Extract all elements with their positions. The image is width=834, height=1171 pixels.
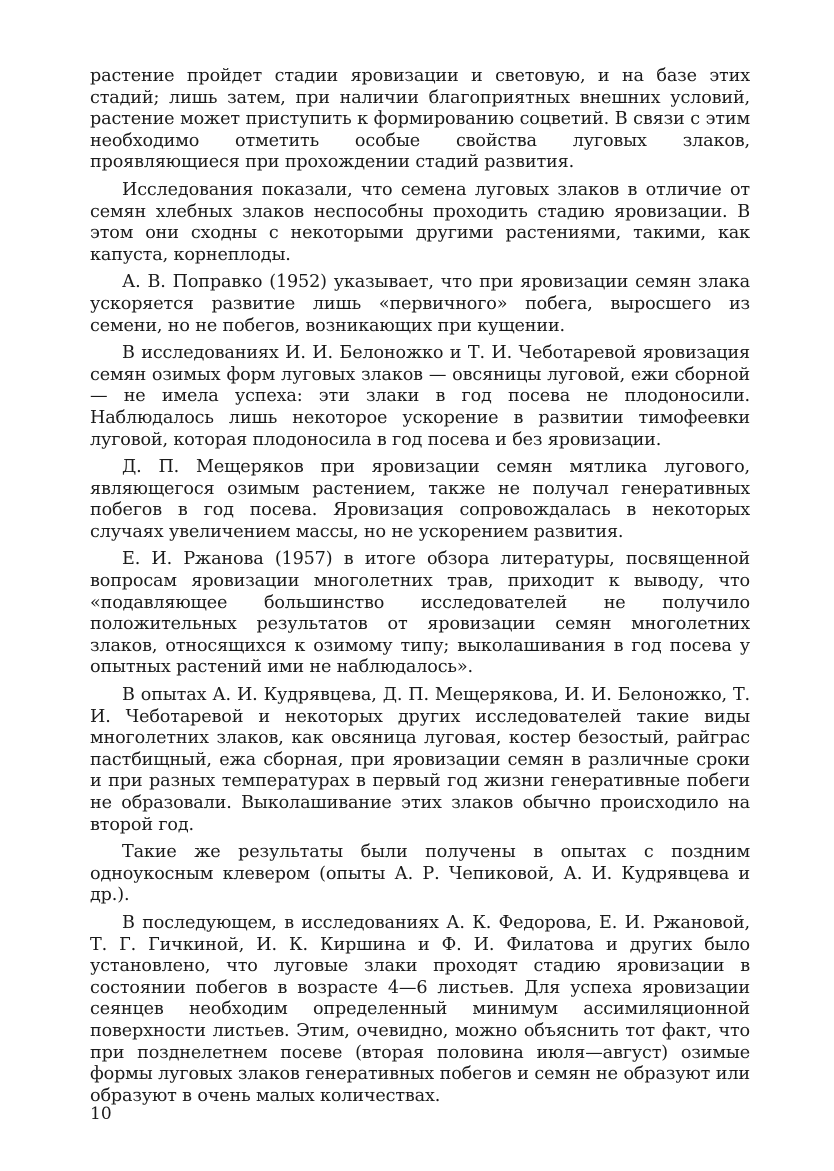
paragraph-5: Д. П. Мещеряков при яровизации семян мятлика лугового, являющегося озимым растением, также не получал генеративных побегов в год посева. Яровизация сопровождалась в некоторых случаях увеличением массы, но не ускорением развития. (90, 457, 750, 542)
paragraph-2: Исследования показали, что семена луговых злаков в отличие от семян хлебных злаков неспособны проходить стадию яровизации. В этом они сходны с некоторыми другими растениями, такими, как капуста, корнеплоды. (90, 179, 750, 265)
paragraph-7: В опытах А. И. Кудрявцева, Д. П. Мещерякова, И. И. Белоножко, Т. И. Чеботаревой и некоторых других исследователей такие виды многолетних злаков, как овсяница луговая, костер безостый, райграс пастбищный, ежа сборная, при яровизации семян в различные сроки и при разных температурах в первый год жизни генеративные побеги не образовали. Выколашивание этих злаков обычно происходило на второй год. (90, 685, 750, 835)
paragraph-6: Е. И. Ржанова (1957) в итоге обзора литературы, посвященной вопросам яровизации многолетних трав, приходит к выводу, что «подавляющее большинство исследователей не получило положительных результатов от яровизации семян многолетних злаков, относящихся к озимому типу; выколашивания в год посева у опытных растений ими не наблюдалось». (90, 549, 750, 678)
page-body (90, 66, 750, 1113)
paragraph-3: А. В. Поправко (1952) указывает, что при яровизации семян злака ускоряется развитие лишь «первичного» побега, выросшего из семени, но не побегов, возникающих при кущении. (90, 272, 750, 336)
paragraph-8: Такие же результаты были получены в опытах с поздним одноукосным клевером (опыты А. Р. Чепиковой, А. И. Кудрявцева и др.). (90, 842, 750, 906)
page-number: 10 (90, 1104, 112, 1124)
paragraph-9: В последующем, в исследованиях А. К. Федорова, Е. И. Ржановой, Т. Г. Гичкиной, И. К. Киршина и Ф. И. Филатова и других было установлено, что луговые злаки проходят стадию яровизации в состоянии побегов в возрасте 4—6 листьев. Для успеха яровизации сеянцев необходим определенный минимум ассимиляционной поверхности листьев. Этим, очевидно, можно объяснить тот факт, что при позднелетнем посеве (вторая половина июля—август) озимые формы луговых злаков генеративных побегов и семян не образуют или образуют в очень малых количествах. (90, 912, 750, 1106)
paragraph-1: растение пройдет стадии яровизации и световую, и на базе этих стадий; лишь затем, при наличии благоприятных внешних условий, растение может приступить к формированию соцветий. В связи с этим необходимо отметить особые свойства луговых злаков, проявляющиеся при прохождении стадий развития. (90, 66, 750, 173)
paragraph-4: В исследованиях И. И. Белоножко и Т. И. Чеботаревой яровизация семян озимых форм луговых злаков — овсяницы луговой, ежи сборной — не имела успеха: эти злаки в год посева не плодоносили. Наблюдалось лишь некоторое ускорение в развитии тимофеевки луговой, которая плодоносила в год посева и без яровизации. (90, 343, 750, 450)
